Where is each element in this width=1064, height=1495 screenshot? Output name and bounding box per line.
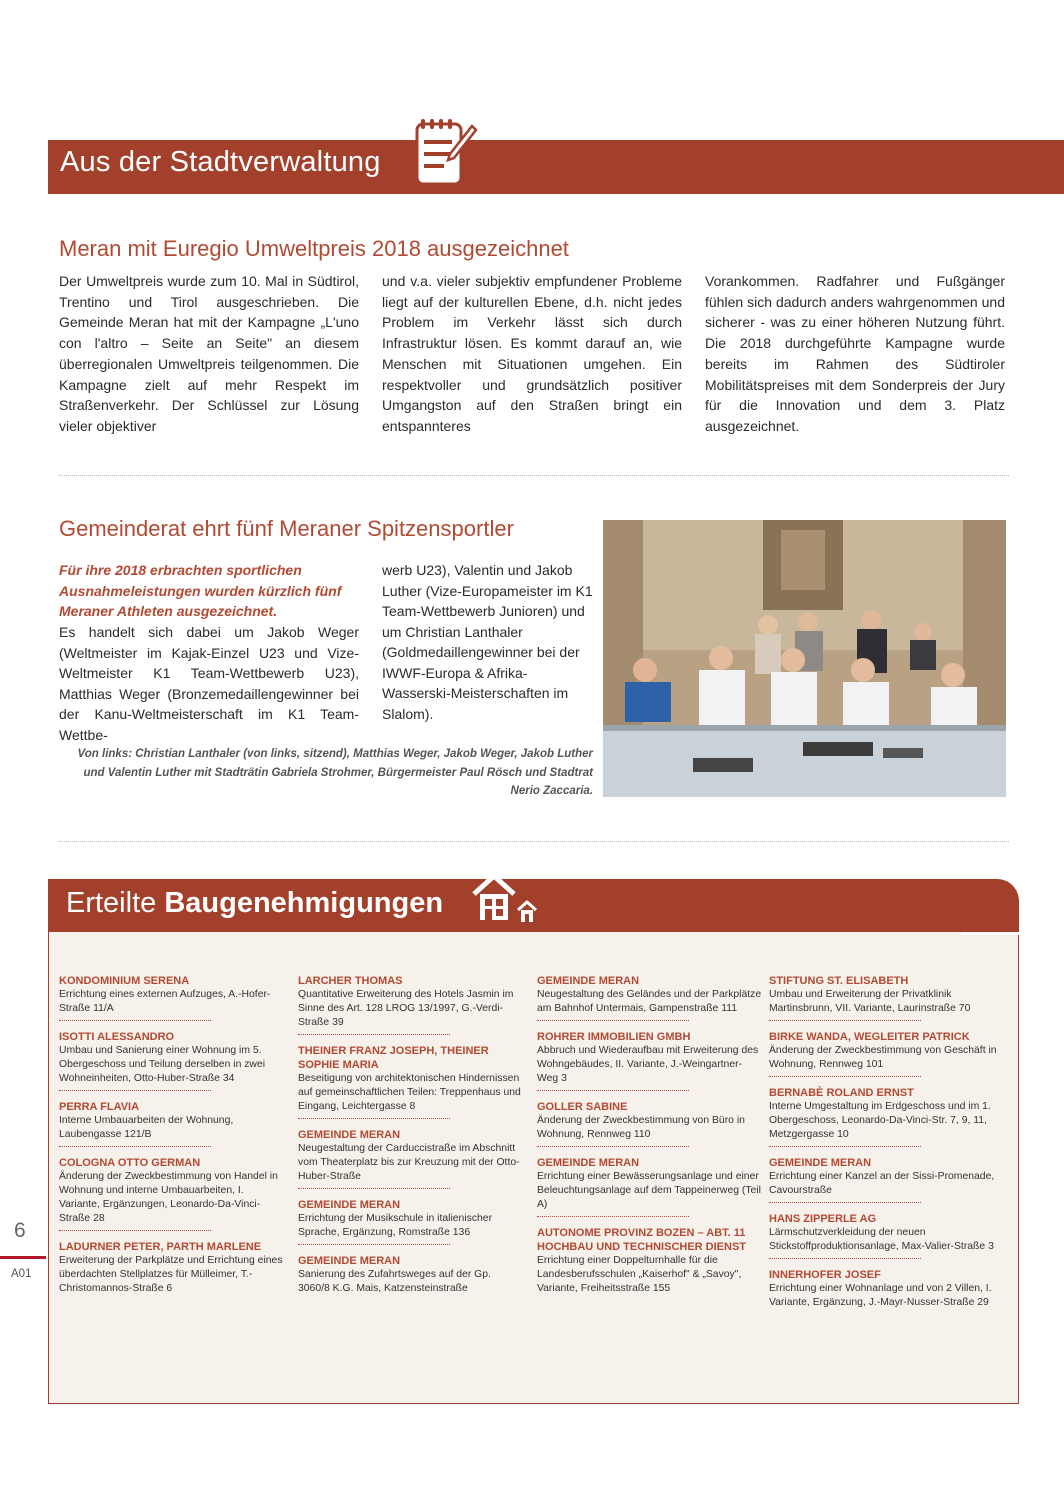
permit-separator (298, 1034, 450, 1035)
page-number: 6 (14, 1219, 26, 1242)
permit-item (769, 1086, 1014, 1147)
permit-applicant: ISOTTI ALESSANDRO (59, 1031, 175, 1043)
permit-item (59, 1030, 284, 1091)
permits-column (298, 974, 523, 1305)
permit-applicant: GEMEINDE MERAN (298, 1255, 401, 1267)
permit-applicant: GEMEINDE MERAN (537, 1157, 640, 1169)
permit-description: Sanierung des Zufahrtsweges auf der Gp. 3060/8 K.G. Mais, Katzensteinstraße (298, 1269, 491, 1294)
permit-separator (59, 1230, 211, 1231)
clipboard-pencil-icon (408, 110, 480, 190)
permit-description: Neugestaltung des Geländes und der Parkplätze am Bahnhof Untermais, Gampenstraße 111 (537, 989, 762, 1014)
page-marker-rule (0, 1256, 46, 1259)
permit-description: Errichtung einer Wohnanlage und von 2 Villen, I. Variante, Ergänzung, J.-Mayr-Nusser-Straße 29 (769, 1283, 992, 1308)
permit-applicant: LARCHER THOMAS (298, 975, 403, 987)
permit-separator (298, 1244, 450, 1245)
permit-item (537, 1030, 762, 1091)
house-icon (470, 872, 542, 928)
permit-separator (537, 1216, 689, 1217)
permit-item (298, 1044, 523, 1119)
permit-applicant: KONDOMINIUM SERENA (59, 975, 190, 987)
permit-separator (298, 1118, 450, 1119)
permit-separator (537, 1090, 689, 1091)
permit-applicant: GEMEINDE MERAN (298, 1129, 401, 1141)
permit-separator (298, 1188, 450, 1189)
article-body-column: Es handelt sich dabei um Jakob Weger (Weltmeister im Kajak-Einzel U23 und Vize-Weltmeister K1 Team-Wettbewerb U23), Matthias Weger (Bronzemedaillengewinner bei der Kanu-Weltmeisterschaft im K1 Team-Wettbe- (59, 624, 359, 743)
permit-item (537, 1226, 762, 1296)
permit-applicant: GEMEINDE MERAN (769, 1157, 872, 1169)
section-title: Aus der Stadtverwaltung (60, 146, 381, 178)
permits-title-light: Erteilte (66, 887, 165, 919)
permit-separator (769, 1202, 921, 1203)
permit-description: Quantitative Erweiterung des Hotels Jasmin im Sinne des Art. 128 LROG 13/1997, G.-Verdi-Straße 39 (298, 989, 514, 1028)
permit-item (298, 974, 523, 1035)
permit-description: Beseitigung von architektonischen Hindernissen auf gemeinschaftlichen Teilen: Treppenhaus und Eingang, Leichtergasse 8 (298, 1073, 521, 1112)
permit-applicant: STIFTUNG ST. ELISABETH (769, 975, 909, 987)
permit-item (298, 1128, 523, 1189)
permit-applicant: GEMEINDE MERAN (298, 1199, 401, 1211)
article-title: Meran mit Euregio Umweltpreis 2018 ausgezeichnet (59, 236, 569, 261)
permits-title (66, 887, 443, 920)
permit-separator (59, 1146, 211, 1147)
permit-separator (59, 1020, 211, 1021)
permit-applicant: GOLLER SABINE (537, 1101, 628, 1113)
permit-description: Neugestaltung der Carduccistraße im Abschnitt vom Theaterplatz bis zur Kreuzung mit der Otto-Huber-Straße (298, 1143, 520, 1182)
permit-item (769, 1030, 1014, 1077)
article-body-column: Vorankommen. Radfahrer und Fußgänger fühlen sich dadurch anders wahrgenommen und sicherer - was zu einer höheren Nutzung führt. Die 2018 durchgeführte Kampagne wurde bereits im Rahmen des Südtiroler Mobilitätspreises mit dem Sonderpreis der Jury für die Innovation und dem 3. Platz ausgezeichnet. (705, 273, 1005, 434)
permit-applicant: INNERHOFER JOSEF (769, 1269, 881, 1281)
permit-separator (769, 1020, 921, 1021)
group-photo (603, 520, 1006, 797)
permit-description: Lärmschutzverkleidung der neuen Stickstoffproduktionsanlage, Max-Valier-Straße 3 (769, 1227, 994, 1252)
permit-description: Erweiterung der Parkplätze und Errichtung eines überdachten Stellplatzes für Mülleimer, T.-Christomannos-Straße 6 (59, 1255, 283, 1294)
permit-item (59, 1240, 284, 1296)
permit-description: Errichtung einer Doppelturnhalle für die Landesberufsschulen „Kaiserhof" & „Savoy", Variante, Freiheitsstraße 155 (537, 1255, 742, 1294)
permit-applicant: AUTONOME PROVINZ BOZEN – ABT. 11 HOCHBAU UND TECHNISCHER DIENST (537, 1227, 747, 1253)
permits-title-bold: Baugenehmigungen (164, 887, 444, 919)
permit-applicant: HANS ZIPPERLE AG (769, 1213, 877, 1225)
permit-applicant: GEMEINDE MERAN (537, 975, 640, 987)
permit-description: Errichtung eines externen Aufzuges, A.-Hofer-Straße 11/A (59, 989, 271, 1014)
permit-separator (769, 1146, 921, 1147)
permit-description: Umbau und Erweiterung der Privatklinik Martinsbrunn, VII. Variante, Laurinstraße 70 (769, 989, 971, 1014)
page-code: A01 (11, 1268, 32, 1280)
permits-column (537, 974, 762, 1305)
permit-separator (537, 1146, 689, 1147)
permit-applicant: COLOGNA OTTO GERMAN (59, 1157, 201, 1169)
permit-applicant: THEINER FRANZ JOSEPH, THEINER SOPHIE MARIA (298, 1045, 489, 1071)
permit-description: Errichtung einer Bewässerungsanlage und einer Beleuchtungsanlage auf dem Tappeinerweg (Teil A) (537, 1171, 761, 1210)
permit-applicant: ROHRER IMMOBILIEN GMBH (537, 1031, 691, 1043)
permit-description: Änderung der Zweckbestimmung von Geschäft in Wohnung, Rennweg 101 (769, 1045, 997, 1070)
permit-item (298, 1254, 523, 1296)
permit-separator (769, 1258, 921, 1259)
permit-item (769, 1268, 1014, 1310)
permit-separator (769, 1076, 921, 1077)
permit-description: Änderung der Zweckbestimmung von Büro in Wohnung, Rennweg 110 (537, 1115, 745, 1140)
permit-item (59, 1156, 284, 1231)
permit-item (537, 974, 762, 1021)
permit-item (537, 1100, 762, 1147)
permit-description: Umbau und Sanierung einer Wohnung im 5. Obergeschoss und Teilung derselben in zwei Wohneinheiten, Otto-Huber-Straße 34 (59, 1045, 266, 1084)
permit-item (769, 1212, 1014, 1259)
article-title: Gemeinderat ehrt fünf Meraner Spitzensportler (59, 516, 514, 541)
article-body-column: werb U23), Valentin und Jakob Luther (Vize-Europameister im K1 Team-Wettbewerb Junioren) und um Christian Lanthaler (Goldmedaillengewinner bei der IWWF-Europa & Afrika-Wasserski-Meisterschaften im Slalom). (382, 562, 593, 722)
permit-item (537, 1156, 762, 1217)
permit-description: Abbruch und Wiederaufbau mit Erweiterung des Wohngebäudes, II. Variante, J.-Weingartner-Weg 3 (537, 1045, 759, 1084)
permit-separator (59, 1090, 211, 1091)
permit-item (59, 974, 284, 1021)
permit-description: Errichtung einer Kanzel an der Sissi-Promenade, Cavourstraße (769, 1171, 995, 1196)
article-body-column: und v.a. vieler subjektiv empfundener Probleme liegt auf der kulturellen Ebene, d.h. nicht jedes Problem im Verkehr lässt sich durch Infrastruktur lösen. Es kommt darauf an, wie Menschen mit Situationen umgehen. Ein respektvoller und grundsätzlich positiver Umgangston auf den Straßen bringt ein entspannteres (382, 273, 682, 434)
permit-applicant: BIRKE WANDA, WEGLEITER PATRICK (769, 1031, 970, 1043)
permit-applicant: BERNABÈ ROLAND ERNST (769, 1087, 914, 1099)
permits-column (769, 974, 1014, 1319)
permit-description: Interne Umgestaltung im Erdgeschoss und im 1. Obergeschoss, Leonardo-Da-Vinci-Str. 7, 9, 11, Metzgergasse 10 (769, 1101, 991, 1140)
permit-item (59, 1100, 284, 1147)
permit-description: Errichtung der Musikschule in italienischer Sprache, Ergänzung, Romstraße 136 (298, 1213, 493, 1238)
permits-column (59, 974, 284, 1305)
permit-item (769, 1156, 1014, 1203)
permit-applicant: PERRA FLAVIA (59, 1101, 140, 1113)
permit-separator (537, 1020, 689, 1021)
divider (59, 475, 1009, 476)
permit-description: Änderung der Zweckbestimmung von Handel in Wohnung und interne Umbauarbeiten, I. Variante, Ergänzungen, Leonardo-Da-Vinci-Straße 28 (59, 1171, 278, 1224)
permits-box-gap (961, 932, 1019, 935)
article-lead: Für ihre 2018 erbrachten sportlichen Ausnahmeleistungen wurden kürzlich fünf Meraner Athleten ausgezeichnet. (59, 562, 342, 619)
photo-caption: Von links: Christian Lanthaler (von links, sitzend), Matthias Weger, Jakob Weger, Jakob Luther und Valentin Luther mit Stadträtin Gabriela Strohmer, Bürgermeister Paul Rösch und Stadtrat Nerio Zaccaria. (77, 748, 593, 797)
article-body-column: Der Umweltpreis wurde zum 10. Mal in Südtirol, Trentino und Tirol ausgeschrieben. Die Gemeinde Meran hat mit der Kampagne „L'uno con l'altro – Seite an Seite" an diesem überregionalen Umweltpreis teilgenommen. Die Kampagne zielt auf mehr Respekt im Straßenverkehr. Der Schlüssel zur Lösung vieler objektiver (59, 273, 359, 434)
permit-item (298, 1198, 523, 1245)
permit-description: Interne Umbauarbeiten der Wohnung, Laubengasse 121/B (59, 1115, 234, 1140)
permit-applicant: LADURNER PETER, PARTH MARLENE (59, 1241, 262, 1253)
divider (59, 841, 1009, 842)
permit-item (769, 974, 1014, 1021)
